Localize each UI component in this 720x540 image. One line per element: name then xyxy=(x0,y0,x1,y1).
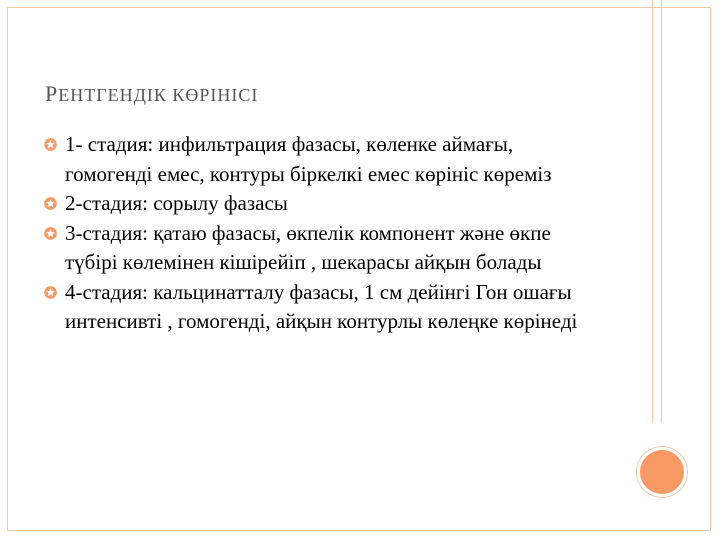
bullet-text: 3-стадия: қатаю фазасы, өкпелік компонент және өкпе түбірі көлемінен кішірейіп , шекарасы айқын болады xyxy=(65,220,551,274)
bullet-item xyxy=(44,219,604,278)
slide-title xyxy=(45,81,258,107)
bullet-item xyxy=(44,130,604,189)
star-bullet-icon xyxy=(44,197,57,210)
decorative-side-bar xyxy=(652,0,662,423)
bullet-item xyxy=(44,278,604,337)
bullet-list xyxy=(44,130,604,337)
bullet-text: 4-стадия: кальцинатталу фазасы, 1 см дейінгі Гон ошағы интенсивті , гомогенді, айқын контурлы көлеңке көрінеді xyxy=(65,279,578,333)
star-bullet-icon xyxy=(44,286,57,299)
star-bullet-icon xyxy=(44,138,57,151)
slide-title-rest: ЕНТГЕНДІК КӨРІНІСІ xyxy=(58,85,259,105)
bullet-item xyxy=(44,189,604,219)
star-bullet-icon xyxy=(44,227,57,240)
slide-title-initial: Р xyxy=(45,81,59,106)
bullet-text: 2-стадия: сорылу фазасы xyxy=(65,191,288,215)
decorative-circle xyxy=(637,447,687,497)
bullet-text: 1- стадия: инфильтрация фазасы, көленке аймағы, гомогенді емес, контуры біркелкі емес көрініс көреміз xyxy=(65,132,552,186)
